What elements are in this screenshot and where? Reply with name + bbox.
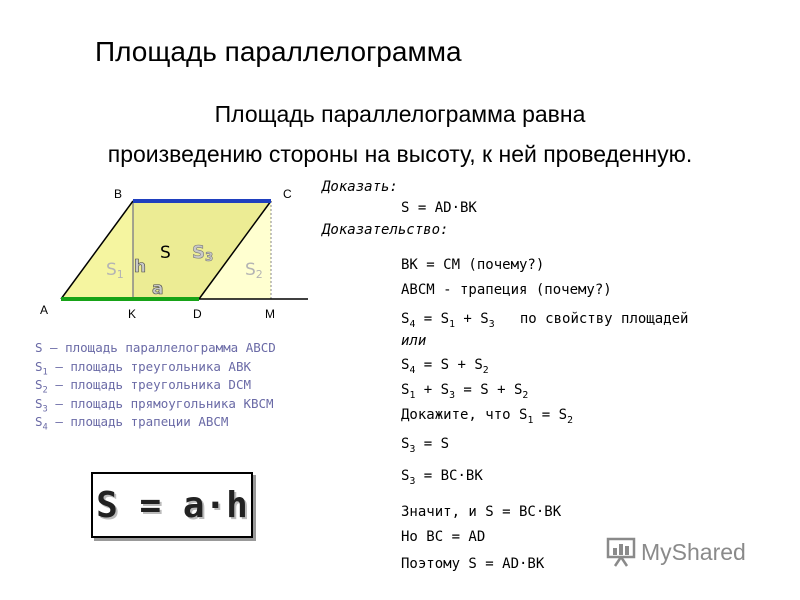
area-s1-label: S1 [106,260,124,281]
prove-label: Доказать: [322,179,398,195]
proof-line-10: Значит, и S = BC·BK [401,504,562,520]
proof-line-8: $S_3 = S$ [401,436,450,455]
legend-s2: $S_2$ – площадь треугольника DCM [35,377,252,396]
proof-line-9: $S_3 = BC\cdot BK$ [401,468,483,487]
proof-line-12: Поэтому S = AD·BK [401,556,545,572]
point-d-label: D [193,307,202,321]
point-b-label: B [114,187,123,201]
legend-s3: $S_3$ – площадь прямоугольника KBCM [35,396,274,415]
area-s2-label: S2 [245,260,263,281]
prove-statement: S = AD·BK [401,200,477,216]
height-h-label: h [134,257,147,277]
theorem-line-2: произведению стороны на высоту, к ней проведенную. [107,141,693,167]
point-a-label: A [40,303,49,317]
parallelogram-diagram [0,180,330,340]
presentation-board-icon [605,536,641,568]
area-s-label: S [160,243,171,263]
theorem-line-1: Площадь параллелограмма равна [214,101,586,127]
proof-line-3: $S_4 = S_1 + S_3$ по свойству площадей [401,311,689,330]
point-m-label: M [265,307,275,321]
point-k-label: K [128,307,137,321]
proof-line-7: Докажите, что $S_1 = S_2$ [401,407,573,426]
legend-s: S – площадь параллелограмма ABCD [35,340,276,355]
proof-line-2: ABCM - трапеция (почему?) [401,282,612,298]
watermark-text: MyShared [641,538,746,565]
myshared-logo [605,536,746,568]
proof-line-4: или [401,333,427,349]
area-formula-box: S = a·h [91,472,253,538]
proof-label: Доказательство: [322,222,449,238]
base-a-label: a [152,279,164,299]
proof-line-6: $S_1 + S_3 = S + S_2$ [401,382,529,401]
legend-s4: $S_4$ – площадь трапеции ABCM [35,414,229,433]
slide-title: Площадь параллелограмма [95,36,462,67]
proof-line-11: Но BC = AD [401,529,486,545]
area-s3-label: S3 [192,242,214,264]
legend-s1: $S_1$ – площадь треугольника ABK [35,359,252,378]
proof-line-5: $S_4 = S + S_2$ [401,357,489,376]
proof-line-1: BK = CM (почему?) [401,257,545,273]
point-c-label: C [283,187,292,201]
